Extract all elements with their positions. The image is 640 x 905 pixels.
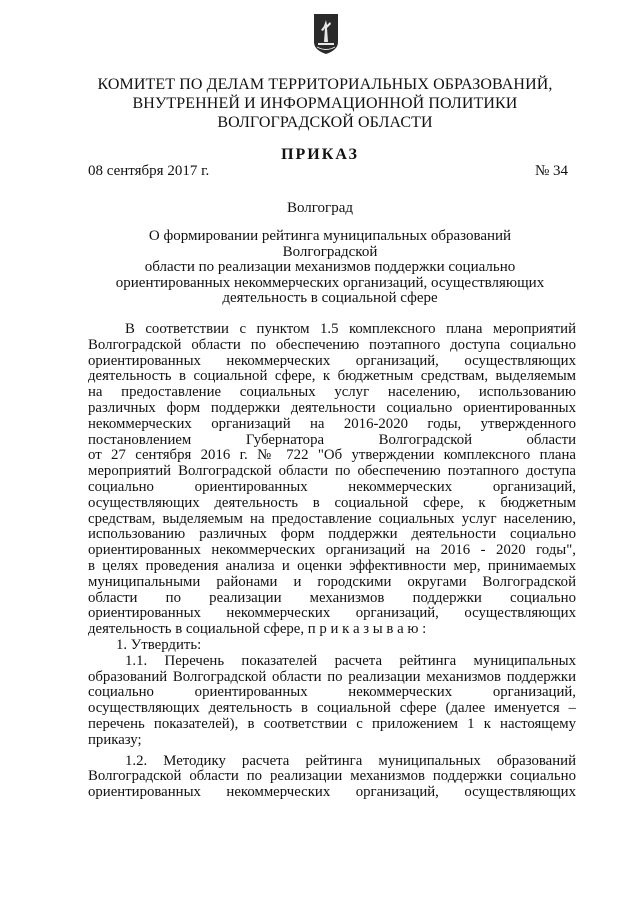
volgograd-coat-of-arms-icon: [312, 12, 340, 56]
city-name: Волгоград: [286, 200, 353, 216]
order-subject: [100, 229, 560, 307]
committee-line: ВОЛГОГРАДСКОЙ ОБЛАСТИ: [217, 114, 433, 131]
body-line: приказу;: [88, 732, 142, 748]
body-line: осуществляющих деятельность в социальной сфере (далее именуется –: [88, 701, 576, 717]
body-line: деятельность в социальной сфере, п р и к а з ы в а ю :: [88, 622, 427, 638]
body-line: В соответствии с пунктом 1.5 комплексного плана мероприятий: [125, 322, 576, 337]
body-line: 1. Утвердить:: [116, 637, 202, 653]
committee-name: [60, 75, 590, 132]
subject-line: О формировании рейтинга муниципальных образований Волгоградской: [148, 228, 512, 260]
document-type-title: ПРИКАЗ: [281, 146, 359, 163]
body-line: ориентированных некоммерческих организаций, осуществляющих: [88, 353, 576, 369]
body-line: образований Волгоградской области по реализации механизмов поддержки: [88, 669, 576, 685]
body-line: ориентированных некоммерческих организаций, осуществляющих: [88, 606, 576, 622]
body-line: мероприятий Волгоградской области по обеспечению поэтапного доступа: [88, 464, 576, 480]
body-line: от 27 сентября 2016 г. № 722 "Об утверждении комплексного плана: [88, 448, 576, 464]
body-line: ориентированных некоммерческих организаций на 2016 - 2020 годы",: [88, 543, 576, 559]
body-line: 1.2. Методику расчета рейтинга муниципальных образований: [125, 753, 576, 769]
body-line: осуществляющих деятельность в социальной сфере, к бюджетным: [88, 495, 576, 511]
committee-line: ВНУТРЕННЕЙ И ИНФОРМАЦИОННОЙ ПОЛИТИКИ: [132, 95, 518, 112]
body-line: использованию различных форм поддержки деятельности социально: [88, 527, 576, 543]
body-line: перечень показателей), в соответствии с приложением 1 к настоящему: [88, 716, 576, 732]
body-line: постановлением Губернатора Волгоградской области: [88, 432, 576, 448]
body-line: различных форм поддержки деятельности социально ориентированных: [88, 400, 576, 416]
body-line: ориентированных некоммерческих организаций, осуществляющих: [88, 785, 576, 801]
body-line: 1.1. Перечень показателей расчета рейтинга муниципальных: [125, 653, 576, 669]
subject-line: деятельность в социальной сфере: [222, 290, 438, 306]
subject-line: области по реализации механизмов поддержки социально: [144, 259, 516, 275]
committee-line: КОМИТЕТ ПО ДЕЛАМ ТЕРРИТОРИАЛЬНЫХ ОБРАЗОВАНИЙ,: [97, 76, 553, 93]
body-line: Волгоградской области по обеспечению поэтапного доступа социально: [88, 337, 576, 353]
body-line: муниципальными районами и городскими округами Волгоградской: [88, 574, 576, 590]
body-line: социально ориентированных некоммерческих организаций,: [88, 479, 576, 495]
order-date: 08 сентября 2017 г.: [88, 163, 210, 179]
body-line: в целях проведения анализа и оценки эффективности мер, принимаемых: [88, 558, 576, 574]
body-line: социально ориентированных некоммерческих организаций,: [88, 685, 576, 701]
order-number: № 34: [535, 163, 569, 179]
body-line: средствам, выделяемым на предоставление социальных услуг населению,: [88, 511, 576, 527]
body-line: области по реализации механизмов поддержки социально: [88, 590, 576, 606]
body-line: деятельность в социальной сфере, к бюджетным средствам, выделяемым: [88, 369, 576, 385]
body-line: некоммерческих организаций на 2016-2020 годы, утвержденного: [88, 416, 576, 432]
body-line: на предоставление социальных услуг населению, использованию: [88, 385, 576, 401]
order-body-text: [88, 322, 576, 801]
body-line: Волгоградской области по реализации механизмов поддержки социально: [88, 769, 576, 785]
subject-line: ориентированных некоммерческих организаций, осуществляющих: [115, 274, 545, 291]
